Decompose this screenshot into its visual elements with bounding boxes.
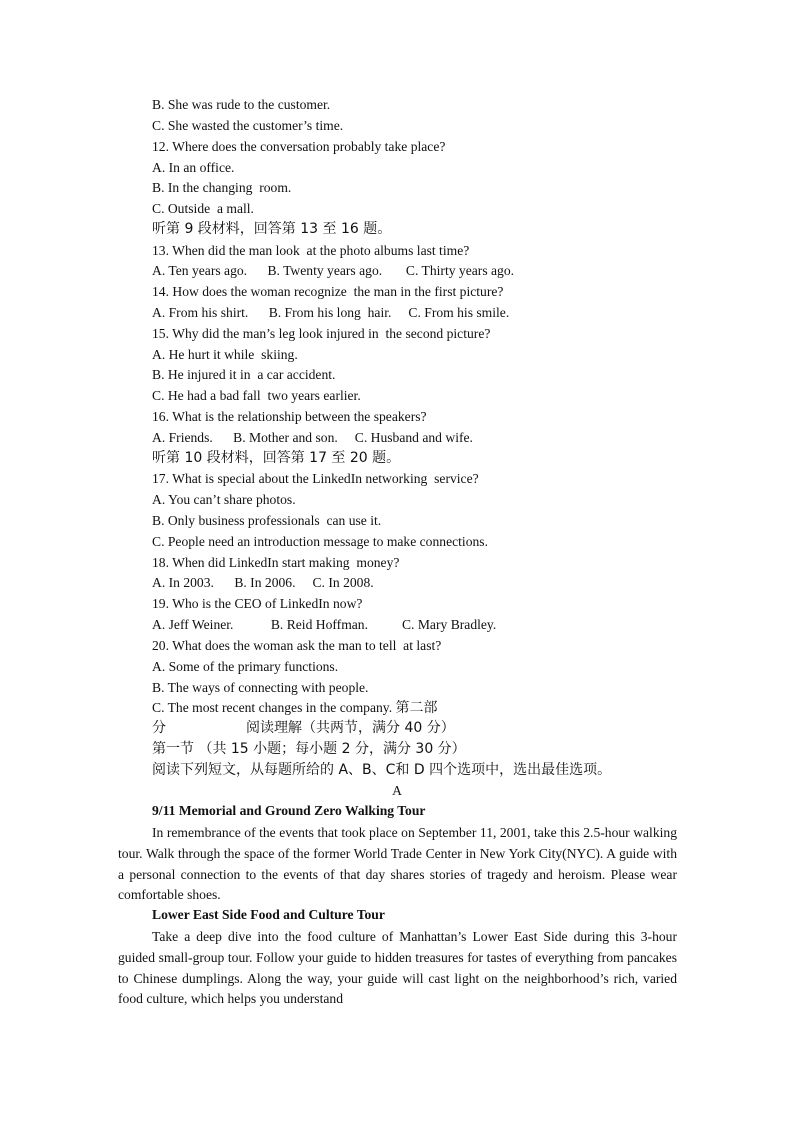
q20-option-c: C. The most recent changes in the company. [152, 700, 393, 715]
q11-option-b: B. She was rude to the customer. [152, 97, 331, 112]
part-two-label: 第二部 [395, 700, 438, 716]
q12-option-a: A. In an office. [152, 160, 235, 175]
q19-options: A. Jeff Weiner. B. Reid Hoffman. C. Mary Bradley. [152, 617, 497, 632]
q17-option-a: A. You can’t share photos. [152, 492, 296, 507]
tour1-title: 9/11 Memorial and Ground Zero Walking Tour [152, 803, 426, 818]
q20-option-b: B. The ways of connecting with people. [152, 680, 369, 695]
q20-option-a: A. Some of the primary functions. [152, 659, 339, 674]
q13-question: 13. When did the man look at the photo albums last time? [152, 243, 470, 258]
q16-question: 16. What is the relationship between the speakers? [152, 409, 427, 424]
q12-question: 12. Where does the conversation probably take place? [152, 139, 446, 154]
q15-option-c: C. He had a bad fall two years earlier. [152, 388, 361, 403]
part-two-title [152, 719, 455, 737]
q13-options: A. Ten years ago. B. Twenty years ago. C. Thirty years ago. [152, 263, 515, 278]
tour2-title: Lower East Side Food and Culture Tour [152, 907, 385, 922]
q19-question: 19. Who is the CEO of LinkedIn now? [152, 596, 363, 611]
tour1-paragraph [118, 823, 677, 906]
q15-option-b: B. He injured it in a car accident. [152, 367, 336, 382]
section1-header: 第一节 （共 15 小题；每小题 2 分，满分 30 分） [152, 741, 466, 757]
q17-option-b: B. Only business professionals can use it. [152, 513, 382, 528]
tour2-paragraph [118, 927, 677, 1010]
q18-question: 18. When did LinkedIn start making money? [152, 555, 400, 570]
tour2-text: Take a deep dive into the food culture of Manhattan’s Lower East Side during this 3-hour guided small-group tour. Follow your guide to hidden treasures for tastes of everything from pancakes to Chinese dumplings. Along the way, your guide will cast light on the neighborhood’s rich, varied food culture, which helps you understand [118, 929, 677, 1007]
q16-options: A. Friends. B. Mother and son. C. Husband and wife. [152, 430, 473, 445]
q12-option-b: B. In the changing room. [152, 180, 292, 195]
part-two-fen: 分 [152, 720, 166, 736]
passage-label: A [392, 783, 402, 798]
tour1-text: In remembrance of the events that took place on September 11, 2001, take this 2.5-hour walking tour. Walk through the space of the former World Trade Center in New York City(NYC). A guide with a personal connection to the events of that day shares stories of tragedy and heroism. Please wear comfortable shoes. [118, 825, 677, 903]
q15-question: 15. Why did the man’s leg look injured in the second picture? [152, 326, 491, 341]
q18-options: A. In 2003. B. In 2006. C. In 2008. [152, 575, 374, 590]
q17-option-c: C. People need an introduction message to make connections. [152, 534, 488, 549]
q11-option-c: C. She wasted the customer’s time. [152, 118, 344, 133]
part-two-heading: 阅读理解（共两节，满分 40 分） [246, 720, 455, 736]
q20-option-c-line [152, 699, 438, 717]
q14-options: A. From his shirt. B. From his long hair. C. From his smile. [152, 305, 510, 320]
q12-option-c: C. Outside a mall. [152, 201, 254, 216]
section10-header: 听第 10 段材料，回答第 17 至 20 题。 [152, 450, 401, 466]
section9-header: 听第 9 段材料，回答第 13 至 16 题。 [152, 221, 392, 237]
q15-option-a: A. He hurt it while skiing. [152, 347, 298, 362]
q20-question: 20. What does the woman ask the man to tell at last? [152, 638, 442, 653]
q14-question: 14. How does the woman recognize the man in the first picture? [152, 284, 504, 299]
q17-question: 17. What is special about the LinkedIn networking service? [152, 471, 479, 486]
reading-instructions: 阅读下列短文，从每题所给的 A、B、C和 D 四个选项中，选出最佳选项。 [152, 762, 612, 778]
